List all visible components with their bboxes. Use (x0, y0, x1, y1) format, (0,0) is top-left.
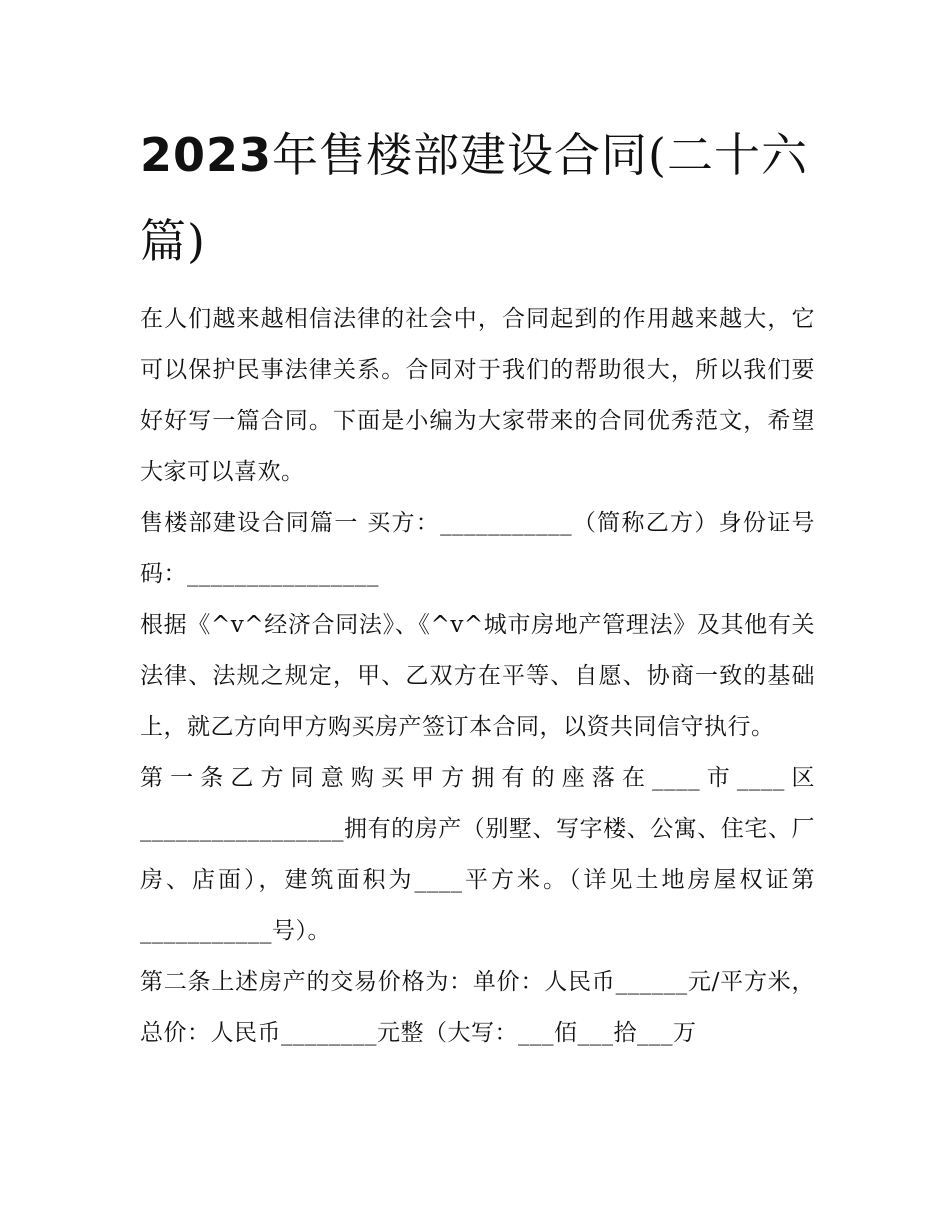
document-page (140, 112, 815, 1059)
title-year: 2023 (140, 128, 273, 182)
intro-paragraph: 在人们越来越相信法律的社会中，合同起到的作用越来越大，它可以保护民事法律关系。合同对于我们的帮助很大，所以我们要好好写一篇合同。下面是小编为大家带来的合同优秀范文，希望大家可以喜欢。 (140, 306, 815, 485)
legal-basis-paragraph: 根据《^v^经济合同法》、《^v^城市房地产管理法》及其他有关法律、法规之规定，甲、乙双方在平等、自愿、协商一致的基础上，就乙方向甲方购买房产签订本合同，以资共同信守执行。 (140, 612, 815, 740)
title-text: 年售楼部建设合同(二十六篇) (140, 128, 808, 268)
buyer-info-paragraph: 售楼部建设合同篇一 买方：___________（简称乙方）身份证号码：________________ (140, 510, 815, 587)
article-two-paragraph: 第二条上述房产的交易价格为：单价：人民币______元/平方米，总价：人民币________元整（大写：___佰___拾___万 (140, 969, 815, 1046)
document-title (140, 112, 815, 284)
article-one-paragraph: 第一条乙方同意购买甲方拥有的座落在____市____区_________________拥有的房产（别墅、写字楼、公寓、住宅、厂房、店面），建筑面积为____平方米。（详见土地房屋权证第___________号）。 (140, 765, 815, 944)
